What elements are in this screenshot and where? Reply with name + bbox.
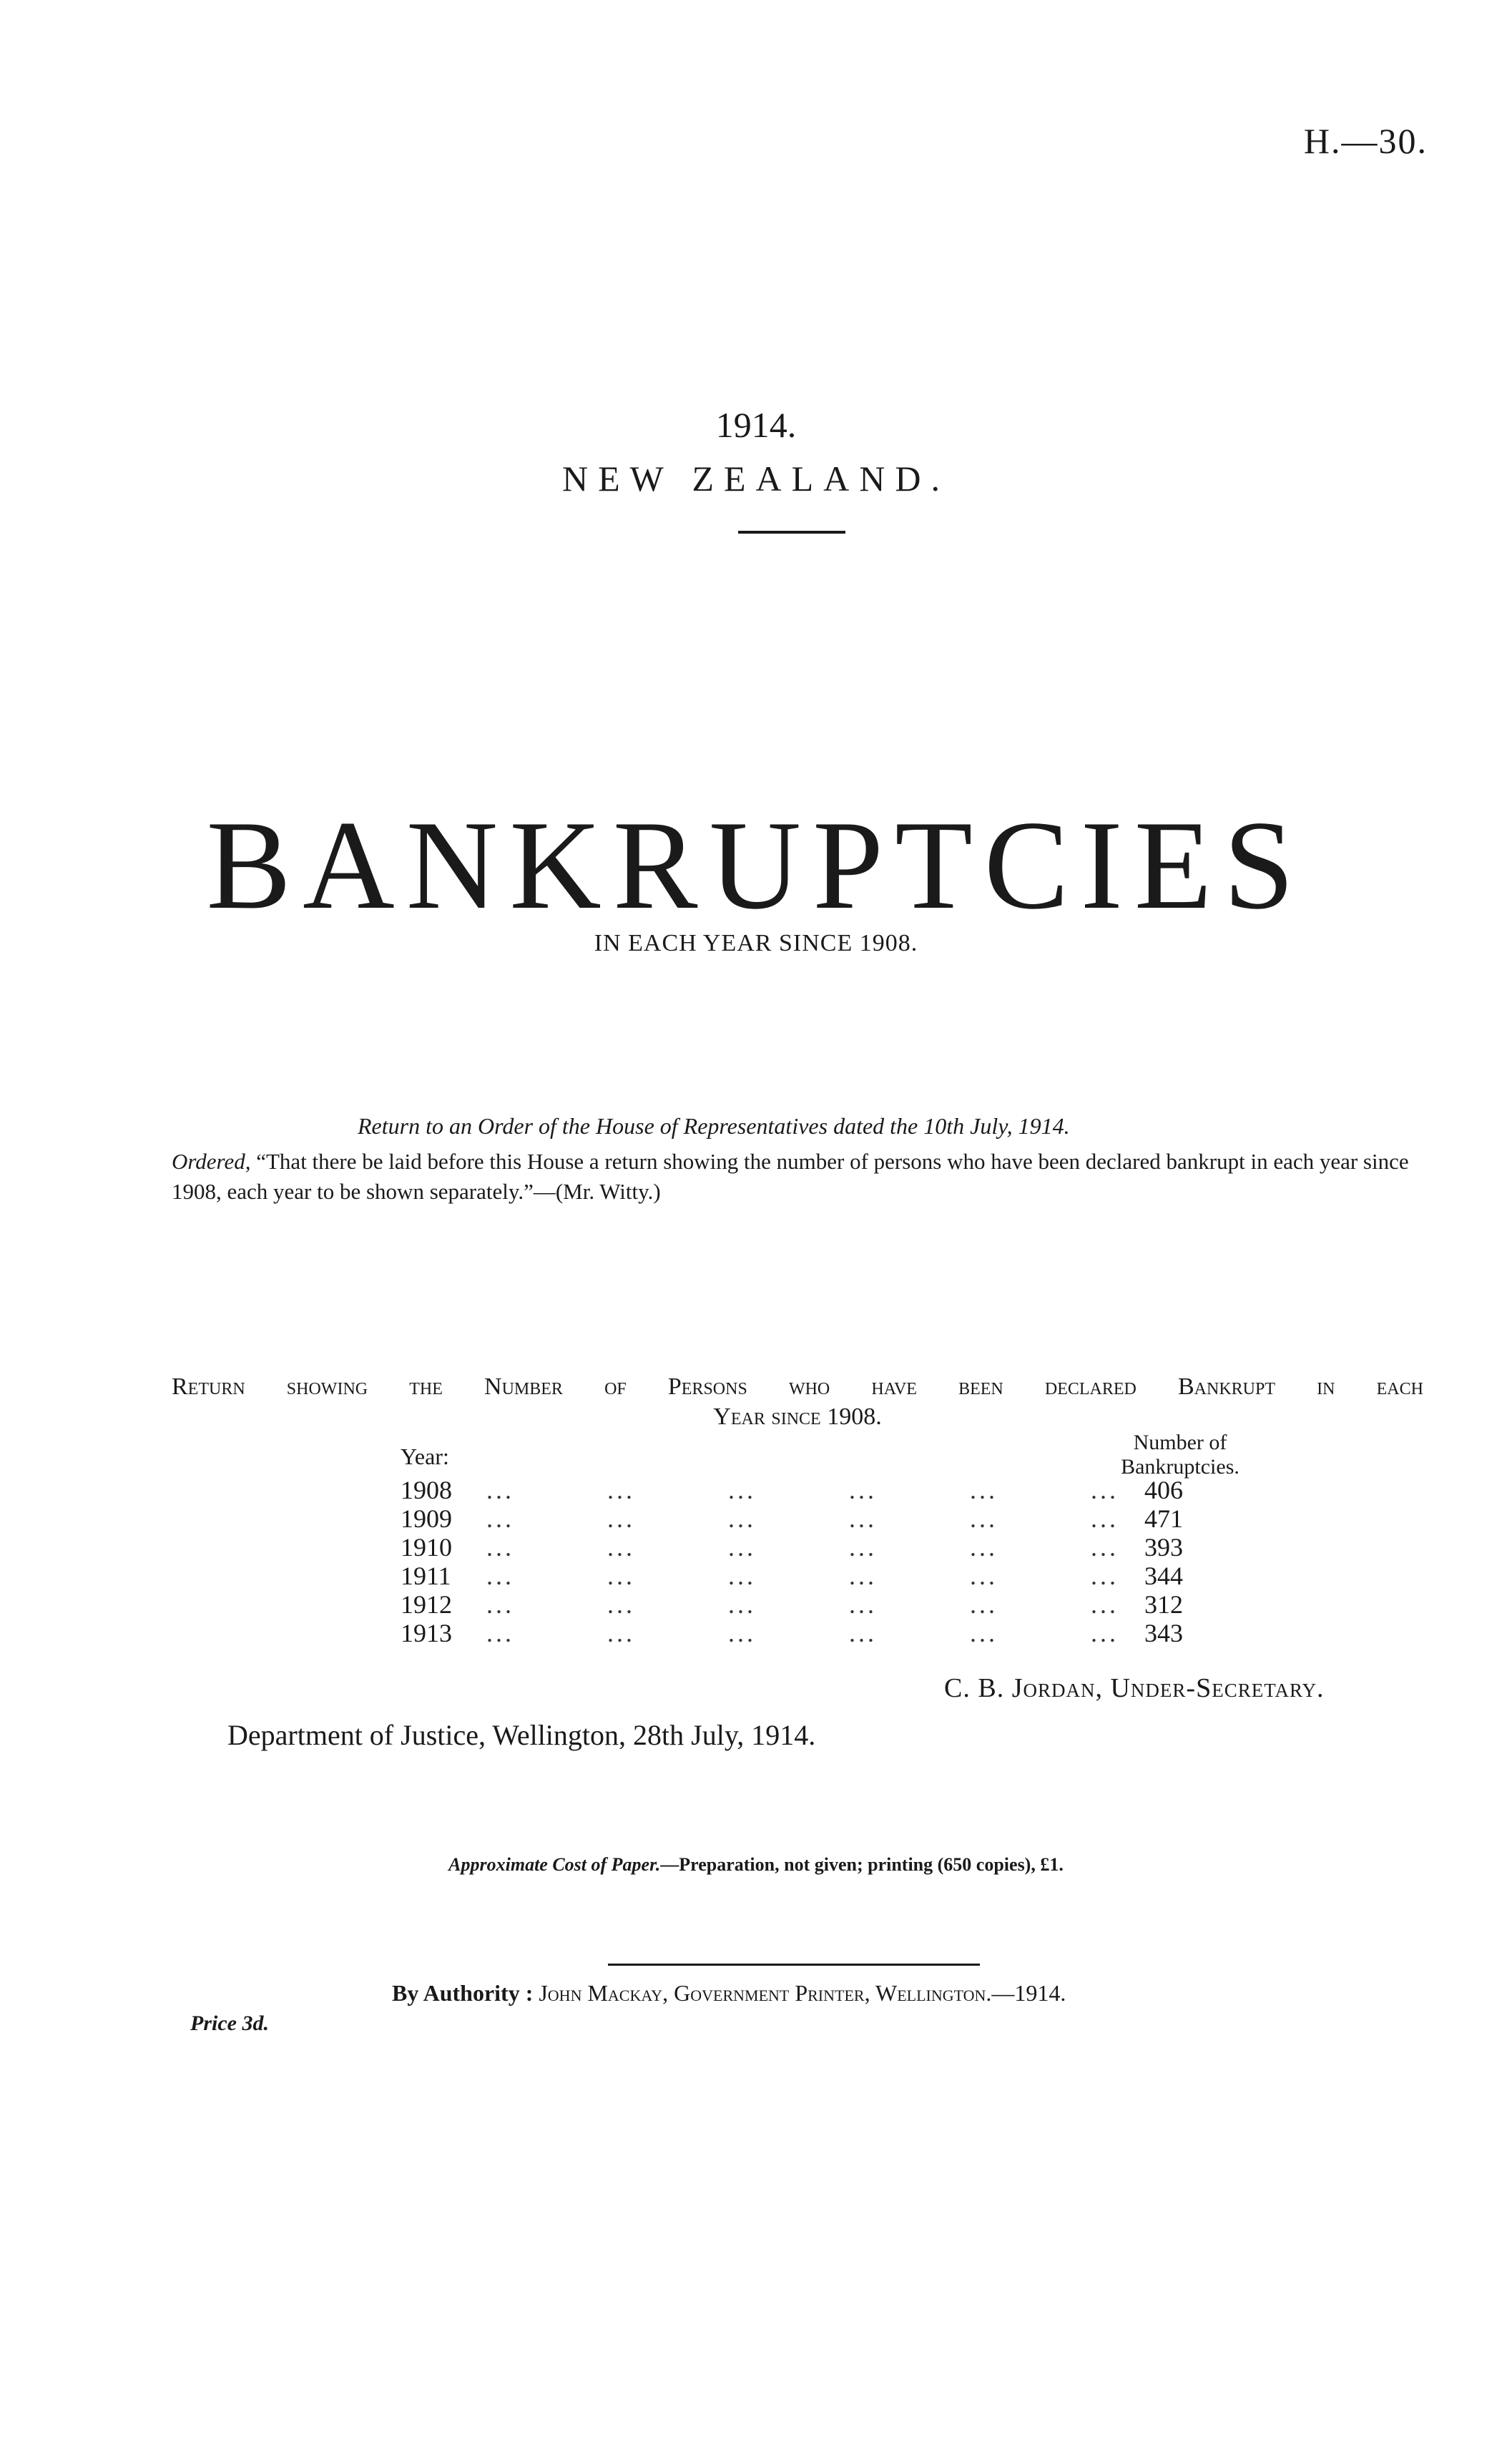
table-row [401, 1475, 1259, 1504]
table-row [401, 1618, 1259, 1647]
footer-divider [608, 1964, 980, 1966]
row-bankruptcies: 343 [1144, 1619, 1183, 1647]
authority-text: John Mackay, Government Printer, Wellington.—1914. [539, 1980, 1066, 2006]
authority-line [392, 1980, 1066, 2006]
column-header-number: Number of Bankruptcies. [1121, 1431, 1239, 1479]
leader-dots: ... ... ... ... ... ... [486, 1533, 1119, 1562]
return-heading-word: who [788, 1373, 830, 1400]
document-subtitle: IN EACH YEAR SINCE 1908. [594, 930, 918, 956]
document-year: 1914. [715, 405, 797, 445]
ordered-text: “That there be laid before this House a return showing the number of persons who have been declared bankrupt in each year since 1908, each year to be shown separately.”—(Mr. Witty.) [172, 1149, 1409, 1204]
row-bankruptcies: 393 [1144, 1533, 1183, 1562]
return-heading-word: declared [1044, 1373, 1137, 1400]
row-bankruptcies: 344 [1144, 1562, 1183, 1590]
row-bankruptcies: 406 [1144, 1476, 1183, 1504]
return-heading-word: in [1317, 1373, 1335, 1400]
cost-lead: Approximate Cost of Paper. [448, 1854, 661, 1875]
return-heading-word: Number [484, 1373, 563, 1400]
return-heading-word: Return [172, 1373, 245, 1400]
leader-dots: ... ... ... ... ... ... [486, 1562, 1119, 1590]
row-year: 1911 [401, 1562, 451, 1590]
signature: C. B. Jordan, Under-Secretary. [944, 1673, 1325, 1703]
return-heading-word: showing [286, 1373, 368, 1400]
price: Price 3d. [190, 2012, 269, 2035]
return-heading-word: been [958, 1373, 1003, 1400]
return-heading-word: Bankrupt [1178, 1373, 1276, 1400]
table-row [401, 1504, 1259, 1532]
document-reference: H.—30. [1303, 121, 1428, 161]
document-title: BANKRUPTCIES [206, 794, 1306, 936]
department-line: Department of Justice, Wellington, 28th July, 1914. [227, 1719, 816, 1751]
authority-lead: By Authority : [392, 1980, 534, 2006]
row-year: 1910 [401, 1533, 452, 1562]
return-order-line: Return to an Order of the House of Representatives dated the 10th July, 1914. [358, 1113, 1070, 1139]
row-bankruptcies: 471 [1144, 1504, 1183, 1533]
ordered-paragraph [172, 1147, 1423, 1207]
return-heading [172, 1372, 1423, 1432]
leader-dots: ... ... ... ... ... ... [486, 1476, 1119, 1504]
return-heading-line-1 [172, 1372, 1423, 1402]
row-year: 1909 [401, 1504, 452, 1533]
return-heading-word: Persons [667, 1373, 747, 1400]
cost-text: —Preparation, not given; printing (650 copies), £1. [660, 1854, 1064, 1875]
cost-of-paper [0, 1854, 1512, 1876]
row-bankruptcies: 312 [1144, 1590, 1183, 1619]
table-row [401, 1532, 1259, 1561]
return-heading-word: have [871, 1373, 917, 1400]
leader-dots: ... ... ... ... ... ... [486, 1590, 1119, 1619]
leader-dots: ... ... ... ... ... ... [486, 1504, 1119, 1533]
table-row [401, 1589, 1259, 1618]
ordered-lead: Ordered, [172, 1149, 251, 1174]
return-heading-word: the [409, 1373, 443, 1400]
country-heading: NEW ZEALAND. [562, 459, 950, 499]
column-header-year: Year: [401, 1444, 449, 1469]
row-year: 1912 [401, 1590, 452, 1619]
return-heading-word: of [604, 1373, 627, 1400]
row-year: 1913 [401, 1619, 452, 1647]
heading-divider [738, 531, 845, 534]
return-heading-line-2: Year since 1908. [713, 1403, 882, 1430]
leader-dots: ... ... ... ... ... ... [486, 1619, 1119, 1647]
return-heading-word: each [1376, 1373, 1423, 1400]
row-year: 1908 [401, 1476, 452, 1504]
table-row [401, 1561, 1259, 1589]
